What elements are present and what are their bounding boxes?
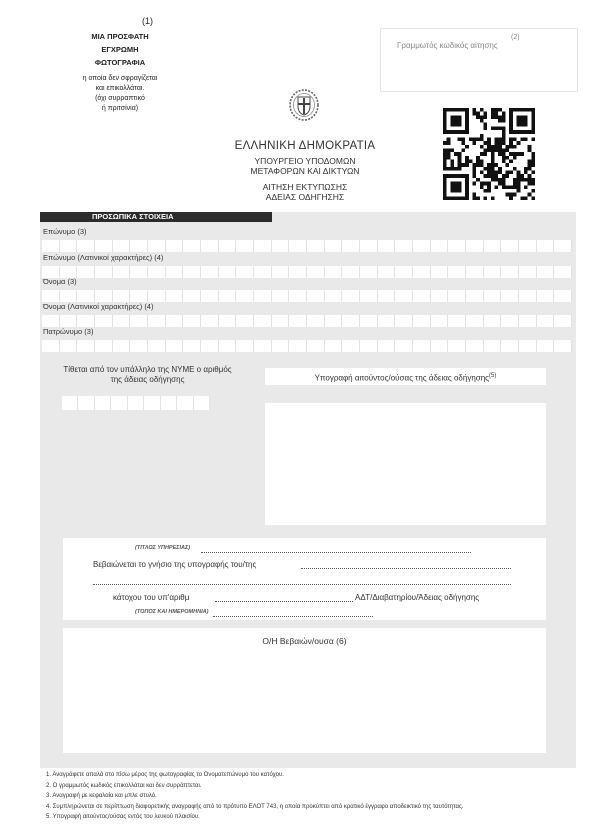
place-date-label: (ΤΟΠΟΣ ΚΑΙ ΗΜΕΡΟΜΗΝΙΑ) [135,609,209,615]
surname-input[interactable] [42,240,572,252]
label-name-latin: Όνομα (Λατινικοί χαρακτήρες) (4) [43,302,154,311]
footnote-1: 1. Αναγράφετε απαλά στο πίσω μέρος της φωτογραφίας το Ονοματεπώνυμο του κατόχου. [46,772,284,778]
license-number-note: Τίθεται από τον υπάλληλο της ΝΥΜΕ ο αριθμός της άδειας οδήγησης [63,365,232,384]
photo-line-1: ΜΙΑ ΠΡΟΣΦΑΤΗ [91,32,149,41]
ministry-line-1: ΥΠΟΥΡΓΕΙΟ ΥΠΟΔΟΜΩΝ [254,156,356,166]
approval-title: Ο/Η Βεβαιών/ουσα (6) [262,636,347,646]
footnote-5: 5. Υπογραφή αιτούντος/ούσας εντός του λευκού πλαισίου. [46,814,200,820]
certification-line-1: Βεβαιώνεται το γνήσιο της υπογραφής του/της [93,560,257,569]
form-title-line-2: ΑΔΕΙΑΣ ΟΔΗΓΗΣΗΣ [265,192,345,202]
footnote-2: 2. Ο γραμμωτός κωδικός επικολλάται και δεν συρράπτεται. [46,782,202,789]
certification-box [63,538,546,620]
name-latin-input[interactable] [42,315,572,327]
label-surname: Επώνυμο (3) [43,227,87,236]
footnotes [46,770,586,823]
signature-label: Υπογραφή αιτούντος/ούσας της άδειας οδήγησης$^{(5)}$ [265,368,546,385]
photo-line-7: ή πριτσίνια) [101,105,139,112]
photo-line-5: και επικολλάται. [95,85,145,92]
patronymic-input[interactable] [42,340,572,352]
ministry-line-2: ΜΕΤΑΦΟΡΩΝ ΚΑΙ ΔΙΚΤΥΩΝ [250,166,360,176]
approval-box[interactable] [63,628,546,753]
surname-latin-input[interactable] [42,266,572,278]
label-name: Όνομα (3) [43,277,77,286]
footnote-3: 3. Αναγραφή με κεφαλαία και μπλε στυλό. [46,793,157,799]
certification-holder-label: κάτοχου του υπ'αριθμ [113,593,190,602]
label-surname-latin: Επώνυμο (Λατινικοί χαρακτήρες) (4) [43,253,164,262]
label-patronymic: Πατρώνυμο (3) [43,327,94,336]
photo-area [50,16,190,140]
section-personal-details: ΠΡΟΣΩΠΙΚΑ ΣΤΟΙΧΕΙΑ [40,212,272,222]
barcode-label: Γραμμωτός κωδικός αίτησης [397,41,498,50]
qr-code-icon [443,108,535,200]
form-title-line-1: ΑΙΤΗΣΗ ΕΚΤΥΠΩΣΗΣ [262,182,348,192]
photo-line-6: (όχι συρραπτικό [95,95,145,102]
greek-coat-of-arms-icon [288,88,320,122]
photo-note-number: (1) [142,16,153,26]
photo-line-4: η οποία δεν σφραγίζεται [82,75,158,82]
license-number-input[interactable] [62,396,210,410]
signature-box[interactable] [265,403,546,525]
name-input[interactable] [42,290,572,302]
footnote-4: 4. Συμπληρώνεται σε περίπτωση διαφορετικής αναγραφής από το πρότυπο ΕΛΟΤ 743, η οποία προκύπτει από κρατικό έγγραφο αποδεικτικό της ταυτότητας. [46,803,464,810]
barcode-box[interactable] [380,28,578,92]
barcode-note-number: (2) [511,34,520,41]
republic-title: ΕΛΛΗΝΙΚΗ ΔΗΜΟΚΡΑΤΙΑ [234,140,376,152]
certification-document-label: ΑΔΤ/Διαβατηρίου/Άδειας οδήγησης [355,593,480,602]
government-header [210,140,400,202]
photo-line-3: ΦΩΤΟΓΡΑΦΙΑ [94,58,146,67]
service-title-label: (ΤΙΤΛΟΣ ΥΠΗΡΕΣΙΑΣ) [135,545,191,551]
photo-line-2: ΕΓΧΡΩΜΗ [101,45,139,54]
